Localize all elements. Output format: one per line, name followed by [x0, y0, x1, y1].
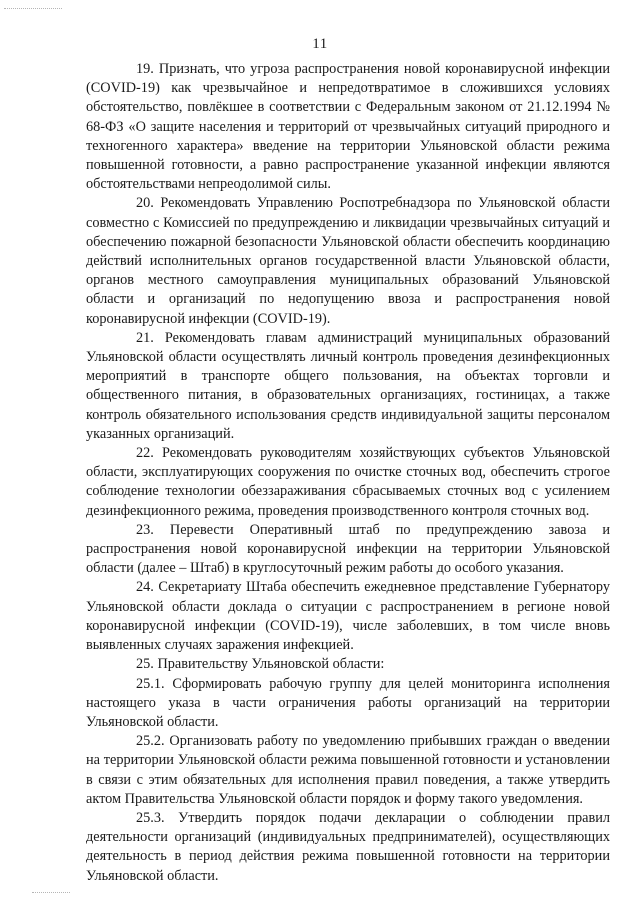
paragraph-21: 21. Рекомендовать главам администраций муниципальных образований Ульяновской области осуществлять личный контроль проведения дезинфекционных мероприятий в транспорте общего пользования, на объектах торговли и общественного питания, в образовательных организациях, гостиницах, а также контроль обязательного использования средств индивидуальной защиты персоналом указанных организаций. — [86, 329, 610, 442]
paragraph-25: 25. Правительству Ульяновской области: — [136, 656, 385, 673]
document-body — [86, 60, 610, 886]
paragraph-22: 22. Рекомендовать руководителям хозяйствующих субъектов Ульяновской области, эксплуатирующих сооружения по очистке сточных вод, обеспечить строгое соблюдение технологии обеззараживания сбрасываемых сточных вод с усилением дезинфекционного режима, проведения производственного контроля сточных вод. — [86, 445, 610, 519]
paragraph-24: 24. Секретариату Штаба обеспечить ежедневное представление Губернатору Ульяновской области доклада о ситуации с распространением в регионе новой коронавирусной инфекции (COVID-19), числе заболевших, в том числе вновь выявленных случаях заражения инфекцией. — [86, 579, 610, 654]
paragraph-25-3: 25.3. Утвердить порядок подачи декларации о соблюдении правил деятельности организаций (индивидуальных предпринимателей), осуществляющих деятельность в период действия режима повышенной готовности на территории Ульяновской области. — [86, 809, 610, 884]
scan-artifact-bottom — [32, 892, 70, 893]
paragraph-25-2: 25.2. Организовать работу по уведомлению прибывших граждан о введении на территории Ульяновской области режима повышенной готовности и установлении в связи с этим обязательных для исполнения правил поведения, а также утвердить актом Правительства Ульяновской области порядок и форму такого уведомления. — [86, 733, 610, 807]
page-number: 11 — [312, 36, 328, 52]
paragraph-23: 23. Перевести Оперативный штаб по предупреждению завоза и распространения новой коронавирусной инфекции на территории Ульяновской области (далее – Штаб) в круглосуточный режим работы до особого указания. — [86, 521, 610, 577]
paragraph-19: 19. Признать, что угроза распространения новой коронавирусной инфекции (COVID-19) как чрезвычайное и непредотвратимое в сложившихся условиях обстоятельство, повлёкшее в соответствии с Федеральным законом от 21.12.1994 № 68-ФЗ «О защите населения и территорий от чрезвычайных ситуаций природного и техногенного характера» введение на территории Ульяновской области режима повышенной готовности, а равно распространение указанной инфекции являются обстоятельствами непреодолимой силы. — [86, 61, 610, 193]
paragraph-20: 20. Рекомендовать Управлению Роспотребнадзора по Ульяновской области совместно с Комиссией по предупреждению и ликвидации чрезвычайных ситуаций и обеспечению пожарной безопасности Ульяновской области обеспечить координацию действий исполнительных органов государственной власти Ульяновской области, органов местного самоуправления муниципальных образований Ульяновской области и организаций по недопущению ввоза и распространения новой коронавирусной инфекции (COVID-19). — [86, 195, 610, 327]
scan-artifact — [4, 8, 62, 9]
paragraph-25-1: 25.1. Сформировать рабочую группу для целей мониторинга исполнения настоящего указа в части ограничения работы организаций на территории Ульяновской области. — [86, 675, 610, 730]
